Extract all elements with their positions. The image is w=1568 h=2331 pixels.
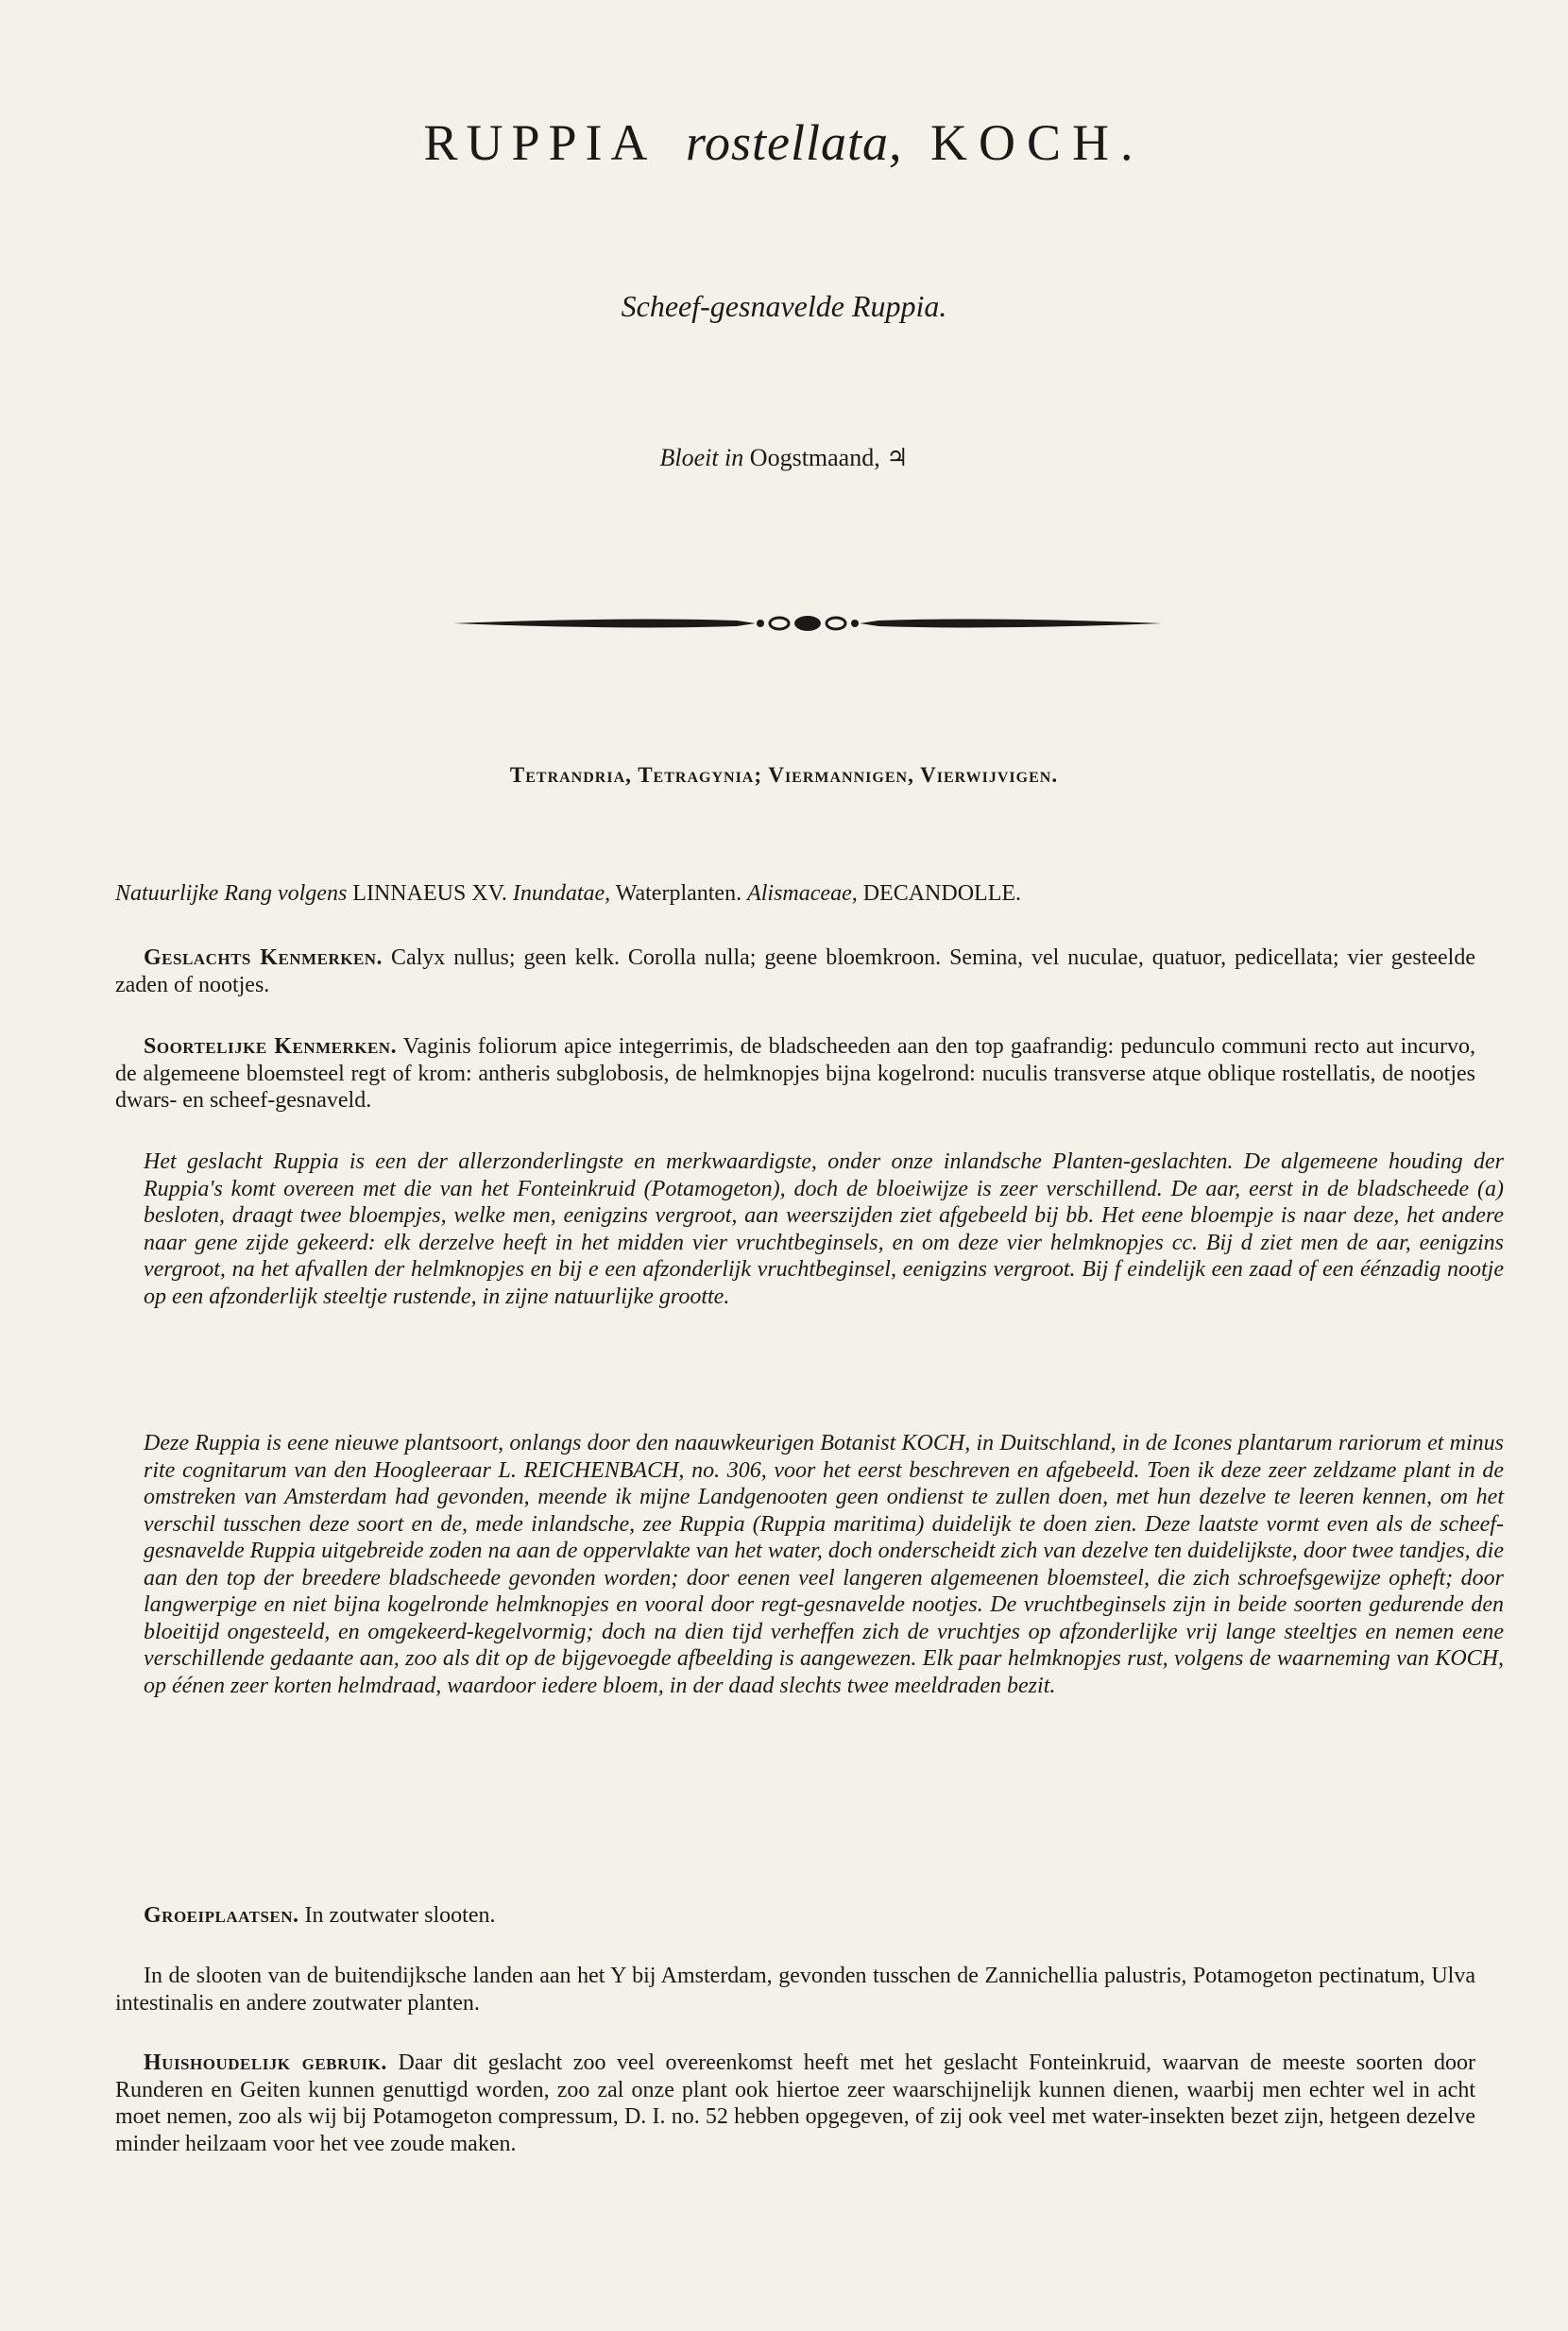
species-characters	[115, 1033, 1475, 1114]
title-genus: RUPPIA	[423, 114, 656, 171]
species-characters-label: Soortelijke Kenmerken.	[144, 1034, 398, 1059]
natural-rank-b: LINNAEUS XV.	[352, 881, 507, 906]
species-characters-text: Vaginis foliorum apice integerrimis, de bladscheeden aan den top gaafrandig: pedunculo communi recto aut incurvo, de algemeene bloemsteel regt of krom: antheris subglobosis, de helmknopjes bijna kogelrond: nuculis transverse atque oblique rostellatis, de nootjes dwars- en scheef-gesnaveld.	[115, 1034, 1475, 1113]
classification: Tetrandria, Tetragynia; Viermannigen, Vierwijvigen.	[509, 763, 1059, 787]
household-use-label: Huishoudelijk gebruik.	[144, 2050, 387, 2075]
description-paragraph-2	[115, 1430, 1504, 1699]
habitat-paragraph-text: In de slooten van de buitendijksche landen aan het Y bij Amsterdam, gevonden tusschen de Zannichellia palustris, Potamogeton pectinatum, Ulva intestinalis en andere zoutwater planten.	[115, 1964, 1475, 2016]
subtitle: Scheef-gesnavelde Ruppia.	[621, 289, 947, 323]
natural-rank-a: Natuurlijke Rang volgens	[115, 881, 348, 906]
page-title	[0, 113, 1568, 172]
genus-characters-label: Geslachts Kenmerken.	[144, 945, 383, 970]
title-author: KOCH.	[930, 114, 1145, 171]
perennial-symbol: ♃	[886, 444, 909, 471]
genus-characters	[115, 944, 1475, 998]
habitat-paragraph	[115, 1963, 1475, 2016]
title-species: rostellata,	[686, 114, 903, 171]
habitat-text: In zoutwater slooten.	[304, 1903, 496, 1928]
paragraph-1-text: Het geslacht Ruppia is een der allerzonderlingste en merkwaardigste, onder onze inlandsche Planten-geslachten. De algemeene houding der Ruppia's komt overeen met die van het Fonteinkruid (Potamogeton), doch de bloeiwijze is zeer verschillend. De aar, eerst in de bladscheede (a) besloten, draagt twee bloempjes, welke men, eenigzins vergroot, aan weerszijden ziet afgebeeld bij bb. Het eene bloempje is naar deze, het andere naar gene zijde gekeerd: elk derzelve heeft in het midden vier vruchtbeginsels, en om deze vier helmknopjes cc. Bij d ziet men de aar, eenigzins vergroot, na het afvallen der helmknopjes en bij e een afzonderlijk vruchtbeginsel, eenigzins vergroot. Bij f eindelijk een zaad of een éénzadig nootje op een afzonderlijk steeltje rustende, in zijne natuurlijke grootte.	[144, 1149, 1504, 1309]
genus-characters-text: Calyx nullus; geen kelk. Corolla nulla; geene bloemkroon. Semina, vel nuculae, quatuor, pedicellata; vier gesteelde zaden of nootjes.	[115, 945, 1475, 997]
habitat	[115, 1902, 1475, 1930]
habitat-label: Groeiplaatsen.	[144, 1903, 299, 1928]
flowering-prefix: Bloeit in	[659, 444, 744, 471]
household-use-text: Daar dit geslacht zoo veel overeenkomst heeft met het geslacht Fonteinkruid, waarvan de meeste soorten door Runderen en Geiten kunnen genuttigd worden, zoo zal onze plant ook hiertoe zeer waarschijnelijk kunnen dienen, waarbij men echter wel in acht moet nemen, zoo als wij bij Potamogeton compressum, D. I. no. 52 hebben opgegeven, of zij ook veel met water-insekten bezet zijn, hetgeen dezelve minder heilzaam voor het vee zoude maken.	[115, 2050, 1476, 2156]
natural-rank	[115, 880, 1475, 908]
natural-rank-f: DECANDOLLE.	[862, 881, 1022, 906]
flowering-line	[0, 444, 1568, 472]
ornament-divider-icon	[453, 604, 1162, 642]
paragraph-2-text: Deze Ruppia is eene nieuwe plantsoort, onlangs door den naauwkeurigen Botanist KOCH, in Duitschland, in de Icones plantarum rariorum et minus rite cognitarum van den Hoogleeraar L. REICHENBACH, no. 306, voor het eerst beschreven en afgebeeld. Toen ik deze zeer zeldzame plant in de omstreken van Amsterdam had gevonden, meende ik mijne Landgenooten geen ondienst te zullen doen, met hun dezelve te leeren kennen, om het verschil tusschen deze soort en de, mede inlandsche, zee Ruppia (Ruppia maritima) duidelijk te doen zien. Deze laatste vormt even als de scheef-gesnavelde Ruppia uitgebreide zoden na aan de oppervlakte van het water, doch onderscheidt zich van dezelve ten duidelijkste, door twee tandjes, die aan den top der breedere bladscheede gevonden worden; door eenen veel langeren algemeenen bloemsteel, die zich schroefsgewijze opheft; door langwerpige en niet bijna kogelronde helmknopjes en vooral door regt-gesnavelde nootjes. De vruchtbeginsels zijn in beide soorten gedurende den bloeitijd ongesteeld, en omgekeerd-kegelvormig; doch na dien tijd verheffen zich de vruchtjes op afzonderlijke vrij lange steeltjes en nemen eene verschillende gedaante aan, zoo als dit op de bijgevoegde afbeelding is aangewezen. Elk paar helmknopjes rust, volgens de waarneming van KOCH, op éénen zeer korten helmdraad, waardoor iedere bloem, in der daad slechts twee meeldraden bezit.	[144, 1431, 1504, 1698]
flowering-month: Oogstmaand,	[749, 444, 880, 471]
natural-rank-c: Inundatae,	[512, 881, 611, 906]
natural-rank-e: Alismaceae,	[747, 881, 858, 906]
description-paragraph-1	[115, 1148, 1504, 1310]
natural-rank-d: Waterplanten.	[615, 881, 742, 906]
household-use	[115, 2050, 1475, 2157]
